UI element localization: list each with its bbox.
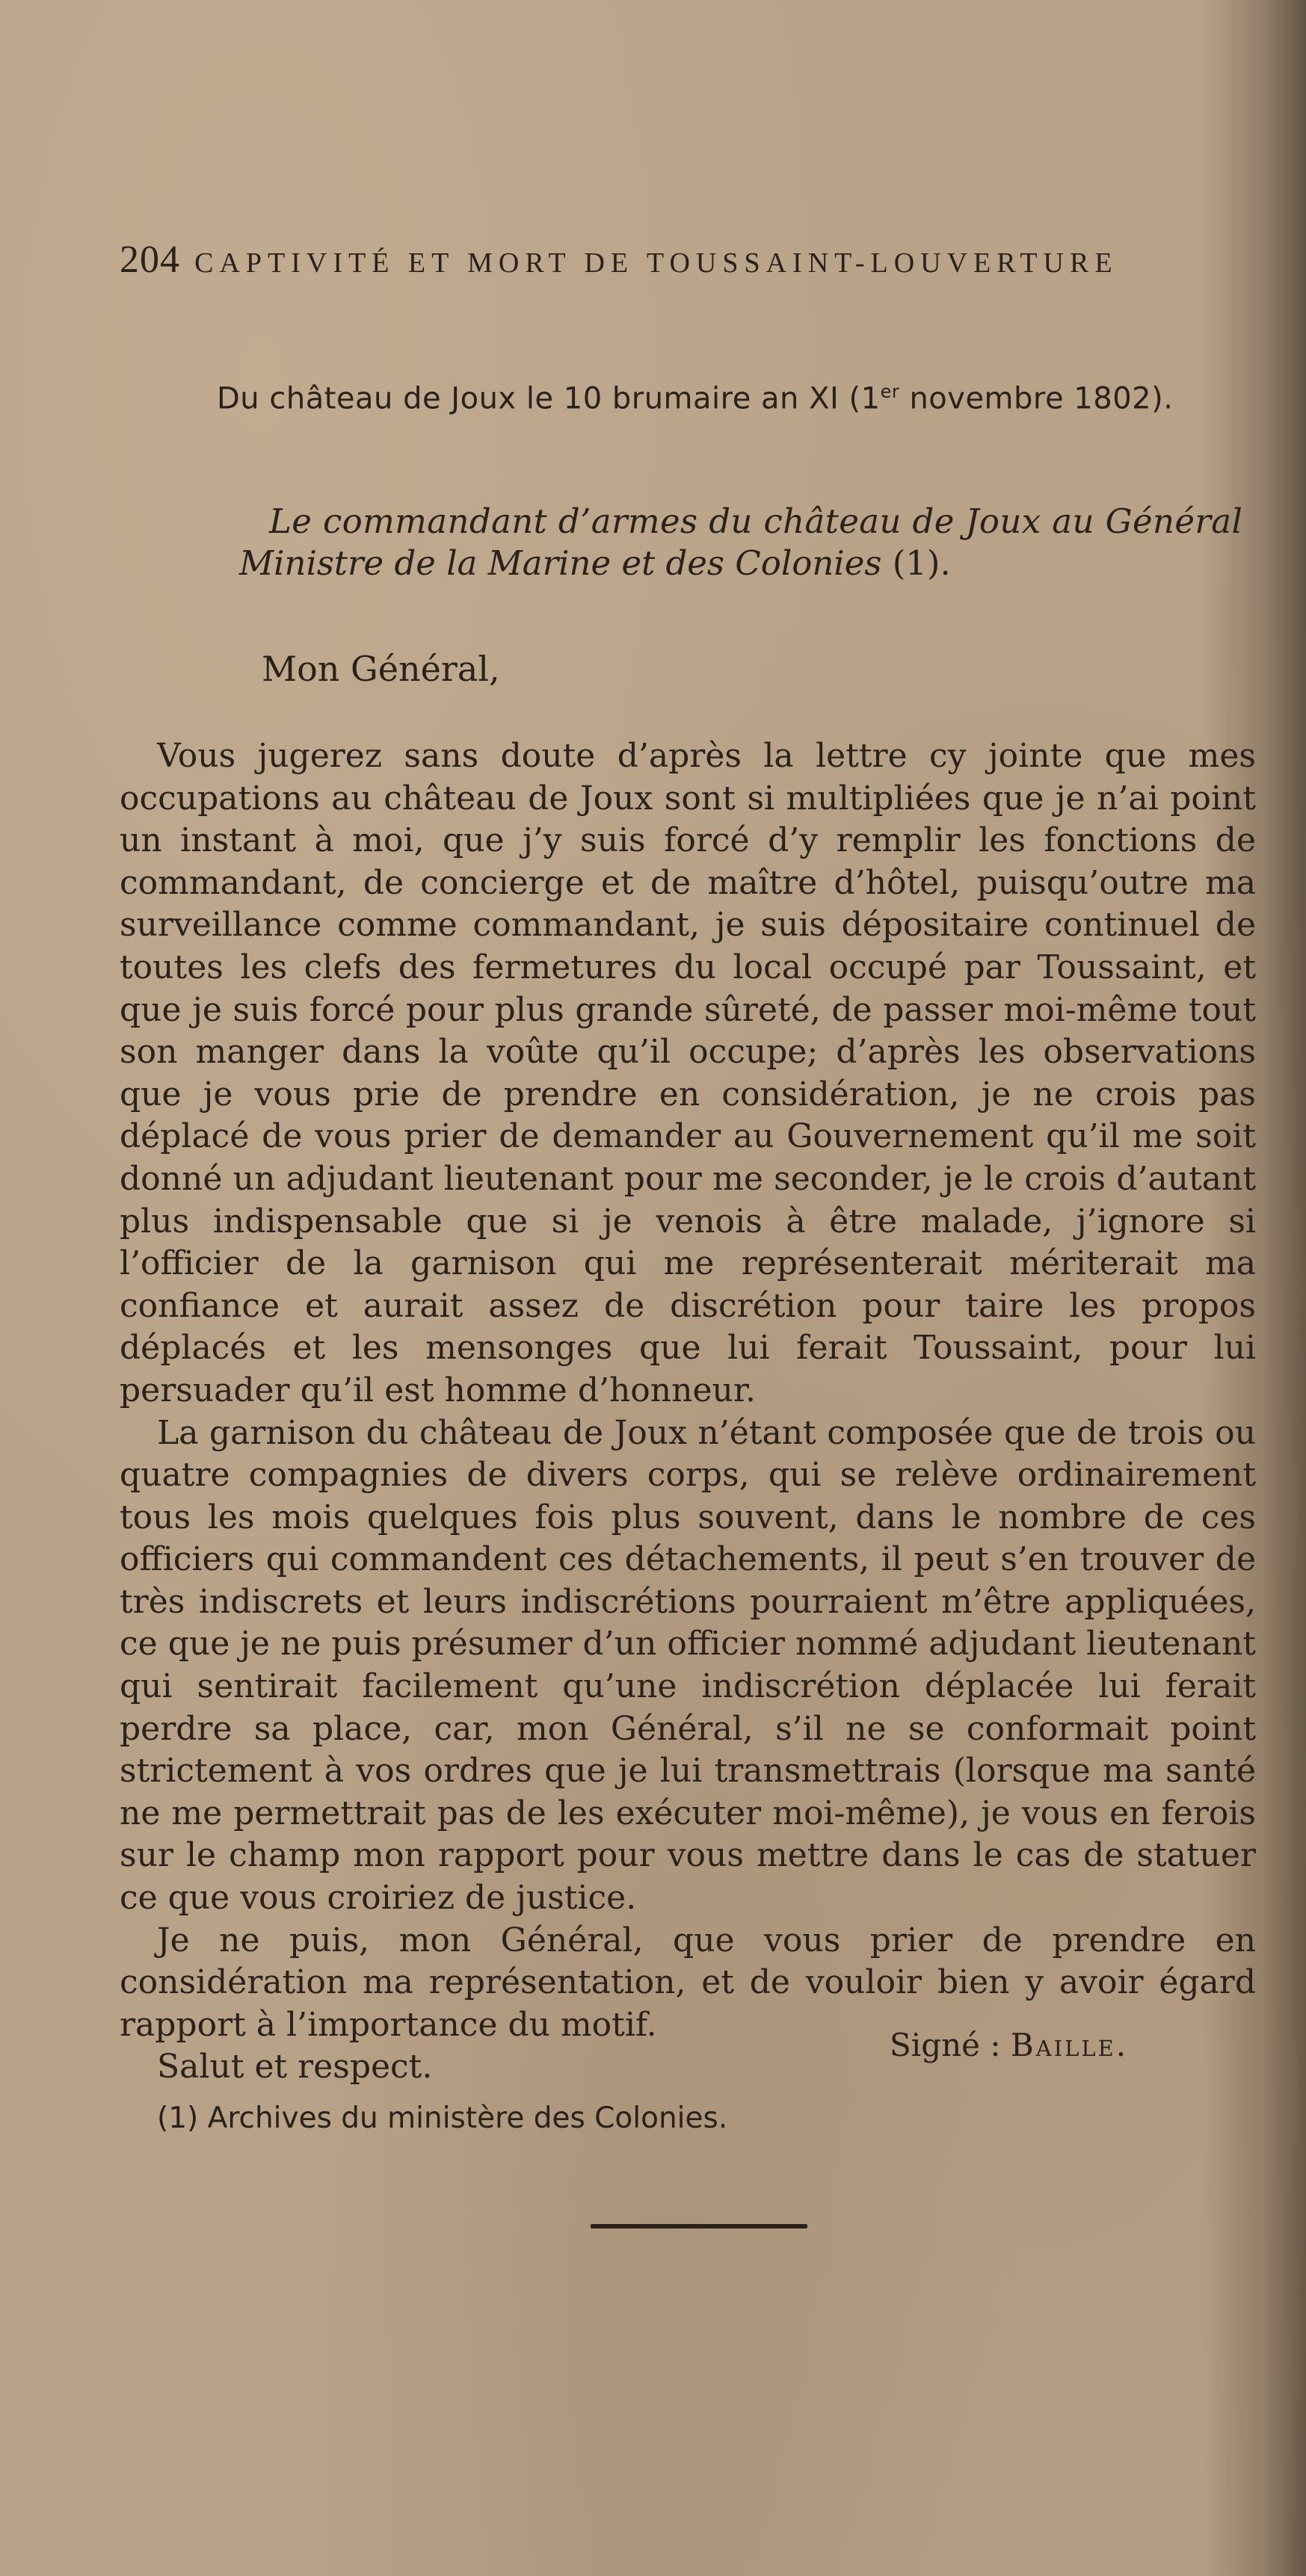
running-head [120,238,1196,297]
paragraph: Je ne puis, mon Général, que vous prier de prendre en considération ma représentation, et de vouloir bien y avoir égard rapport à l’importance du motif. [120,1921,1256,2044]
signature-label: Signé : [890,2027,1011,2063]
paragraph: La garnison du château de Joux n’étant composée que de trois ou quatre compagnies de divers corps, qui se relève ordinairement tous les mois quelques fois plus souvent, dans le nombre de ces officiers qui commandent ces détachements, il peut s’en trouver de très indiscrets et leurs indiscrétions pourraient m’être appliquées, ce que je ne puis présumer d’un officier nommé adjudant lieutenant qui sentirait facilement qu’une indiscrétion déplacée lui ferait perdre sa place, car, mon Général, s’il ne se conformait point strictement à vos ordres que je lui transmettrais (lorsque ma santé ne me permettrait pas de les exécuter moi-même), je vous en ferois sur le champ mon rapport pour vous mettre dans le cas de statuer ce que vous croiriez de justice. [120,1413,1256,1918]
footnote: (1) Archives du ministère des Colonies. [157,2101,728,2135]
letter-heading-line2-text: Ministre de la Marine et des Colonies [239,543,882,583]
date-line-suffix: novembre 1802). [899,381,1174,416]
signature [890,2027,1128,2063]
date-line-prefix: Du château de Joux le 10 brumaire an XI (1 [217,381,881,416]
date-line [217,381,1226,416]
letter-heading [120,501,1256,584]
letter-heading-line2 [120,543,1256,584]
end-rule [591,2224,807,2228]
paragraph: Salut et respect. [157,2048,433,2087]
paragraph: Vous jugerez sans doute d’après la lettre cy jointe que mes occupations au château de Joux sont si multipliées que je n’ai point un instant à moi, que j’y suis forcé d’y remplir les fonctions de commandant, de concierge et de maître d’hôtel, puisqu’outre ma surveillance comme commandant, je suis dépositaire continuel de toutes les clefs des fermetures du local occupé par Toussaint, et que je suis forcé pour plus grande sûreté, de passer moi-même tout son manger dans la voûte qu’il occupe; d’après les observations que je vous prie de prendre en considération, je ne crois pas déplacé de vous prier de demander au Gouvernement qu’il me soit donné un adjudant lieutenant pour me seconder, je le crois d’autant plus indispensable que si je venois à être malade, j’ignore si l’officier de la garnison qui me représenterait mériterait ma confiance et aurait assez de discrétion pour taire les propos déplacés et les mensonges que lui ferait Toussaint, pour lui persuader qu’il est homme d’honneur. [120,737,1256,1409]
salutation: Mon Général, [262,649,500,689]
footnote-reference: (1). [881,543,951,583]
letter-body [120,735,1256,2089]
page-number: 204 [120,238,180,281]
running-title: CAPTIVITÉ ET MORT DE TOUSSAINT-LOUVERTURE [194,247,1118,279]
date-line-superscript: er [880,381,900,402]
letter-heading-line1: Le commandant d’armes du château de Joux au Général [269,501,1243,541]
signature-name: Baille. [1010,2027,1129,2063]
